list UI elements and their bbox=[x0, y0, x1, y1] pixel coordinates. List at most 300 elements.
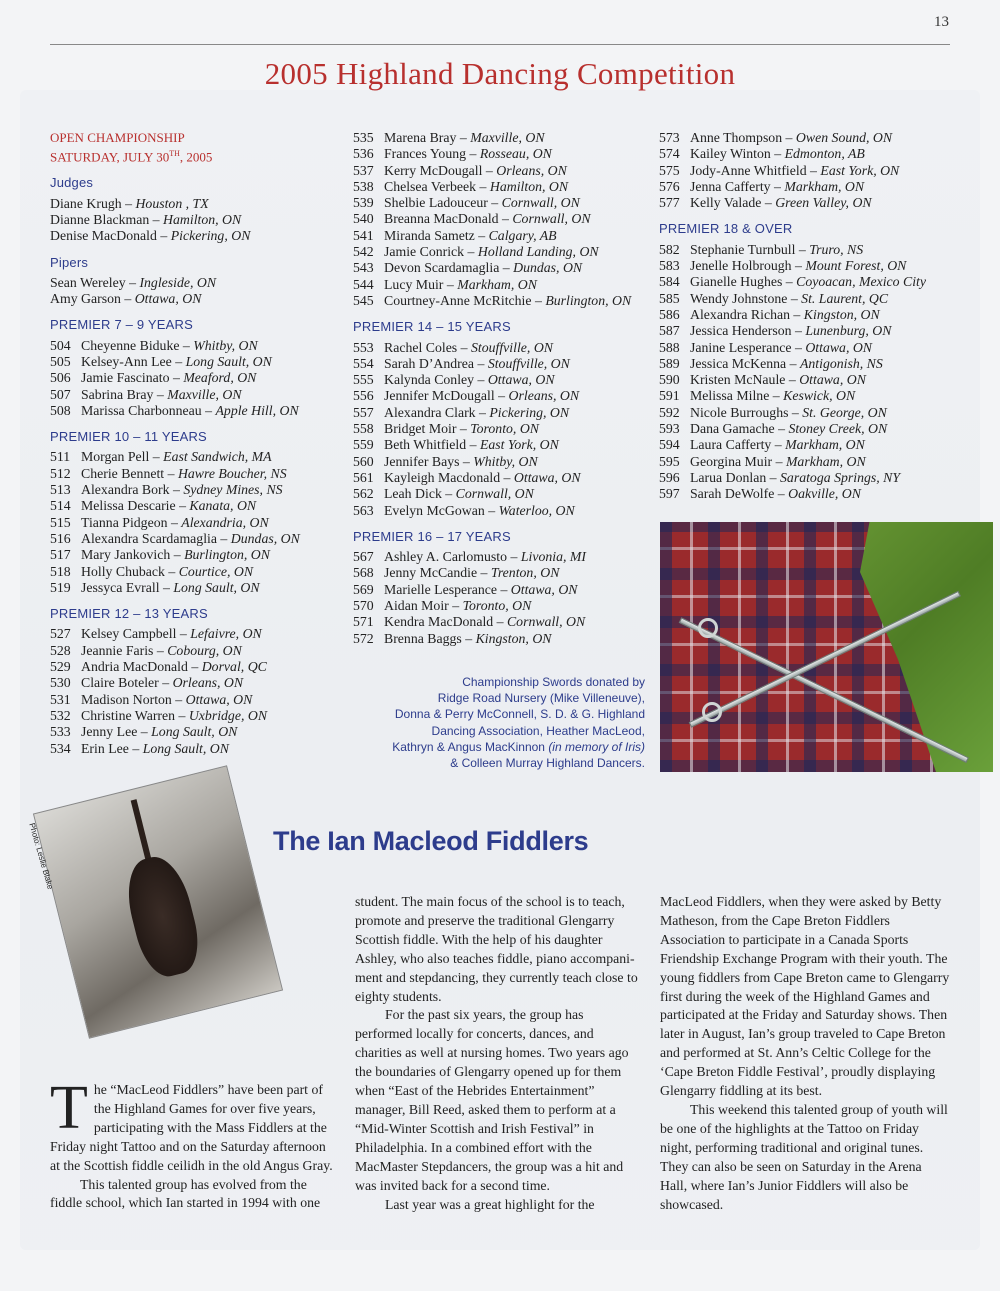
entry-row bbox=[50, 498, 340, 514]
entry-name: Morgan Pell – bbox=[81, 449, 164, 465]
entry-location: Lefaivre, ON bbox=[190, 626, 262, 642]
entry-number: 559 bbox=[353, 437, 374, 453]
entry-row bbox=[50, 466, 340, 482]
entry-name: Melissa Descarie – bbox=[81, 498, 190, 514]
entry-number: 544 bbox=[353, 276, 374, 292]
entry-name: Jamie Conrick – bbox=[384, 244, 478, 260]
swords-on-tartan-photo bbox=[660, 522, 993, 772]
entry-location: Cornwall, ON bbox=[506, 614, 586, 630]
credit-line: Donna & Perry McConnell, S. D. & G. Highland bbox=[394, 707, 645, 722]
entry-number: 541 bbox=[353, 227, 374, 243]
entry-location: Keswick, ON bbox=[783, 388, 856, 404]
header-rule bbox=[50, 44, 950, 45]
entry-name: Laura Cafferty – bbox=[690, 437, 786, 453]
premier-18-over-heading: PREMIER 18 & OVER bbox=[659, 221, 793, 237]
entry-row bbox=[50, 482, 340, 498]
entry-location: Long Sault, ON bbox=[185, 354, 272, 369]
entry-number: 596 bbox=[659, 469, 680, 485]
entry-number: 527 bbox=[50, 626, 71, 642]
entry-location: Cornwall, ON bbox=[512, 211, 591, 227]
entry-location: Long Sault, ON bbox=[151, 724, 238, 740]
entry-number: 512 bbox=[50, 465, 71, 481]
entry-row bbox=[659, 307, 959, 323]
entry-row bbox=[353, 614, 653, 630]
entry-number: 590 bbox=[659, 372, 680, 388]
entry-row bbox=[353, 470, 653, 486]
entry-location: Lunenburg, ON bbox=[805, 323, 892, 339]
entry-number: 543 bbox=[353, 260, 374, 276]
entry-row bbox=[353, 582, 653, 598]
entry-number: 556 bbox=[353, 388, 374, 404]
entry-name: Nicole Burroughs – bbox=[690, 404, 803, 420]
entry-row bbox=[50, 338, 340, 354]
entry-row bbox=[50, 370, 340, 386]
entry-location: Ottawa, ON bbox=[510, 581, 578, 597]
entry-location: Toronto, ON bbox=[462, 598, 532, 614]
entry-location: Maxville, ON bbox=[470, 130, 545, 145]
entry-location: Coyoacan, Mexico City bbox=[796, 274, 927, 290]
entry-location: Burlington, ON bbox=[184, 547, 270, 563]
entry-row bbox=[50, 228, 340, 244]
entry-row bbox=[50, 291, 340, 307]
entry-name: Marissa Charbonneau – bbox=[81, 402, 216, 418]
entry-name: Brenna Baggs – bbox=[384, 630, 476, 646]
article-paragraph-2a: This talented group has evolved from the fiddle school, which Ian started in 1994 with one bbox=[50, 1176, 321, 1211]
entry-row bbox=[659, 421, 959, 437]
entry-row bbox=[659, 163, 959, 179]
entry-row bbox=[659, 388, 959, 404]
entry-row bbox=[659, 291, 959, 307]
entry-name: Rachel Coles – bbox=[384, 339, 471, 355]
entry-number: 505 bbox=[50, 354, 71, 369]
entry-name: Georgina Muir – bbox=[690, 453, 786, 469]
entry-row bbox=[50, 741, 340, 757]
entry-number: 568 bbox=[353, 565, 374, 581]
entry-row bbox=[353, 146, 653, 162]
entry-number: 537 bbox=[353, 162, 374, 178]
entry-name: Alexandra Richan – bbox=[690, 306, 804, 322]
entry-name: Melissa Milne – bbox=[690, 388, 784, 404]
entry-name: Sarah DeWolfe – bbox=[690, 486, 789, 502]
entry-location: Alexandria, ON bbox=[181, 514, 269, 530]
entry-number: 535 bbox=[353, 130, 374, 145]
entry-number: 570 bbox=[353, 598, 374, 614]
entry-location: Long Sault, ON bbox=[142, 740, 229, 756]
entry-location: Apple Hill, ON bbox=[215, 402, 299, 418]
entry-row bbox=[659, 405, 959, 421]
entry-number: 554 bbox=[353, 355, 374, 371]
paragraph-text: he “MacLeod Fiddlers” have been part of the Highland Games for over five years, participating with the Mass Fiddlers at the Friday night Tattoo and on the Saturday afternoon at the Scottish fiddle ceilidh in the old Angus Gray. bbox=[50, 1082, 333, 1173]
entry-name: Bridget Moir – bbox=[384, 421, 471, 437]
entry-location: Hamilton, ON bbox=[163, 211, 242, 227]
article-column-2 bbox=[355, 893, 641, 1214]
entry-number: 557 bbox=[353, 404, 374, 420]
entry-location: Ottawa, ON bbox=[799, 372, 866, 388]
entry-location: Markham, ON bbox=[784, 178, 865, 194]
drop-cap: T bbox=[50, 1074, 88, 1142]
entry-location: Dundas, ON bbox=[230, 530, 300, 546]
entry-name: Jenny McCandie – bbox=[384, 565, 491, 581]
sword-hilt bbox=[702, 702, 722, 722]
entry-location: Markham, ON bbox=[785, 437, 865, 453]
entry-row bbox=[353, 372, 653, 388]
premier-7-9-heading: PREMIER 7 – 9 YEARS bbox=[50, 317, 194, 333]
page-title: 2005 Highland Dancing Competition bbox=[264, 56, 736, 91]
entry-number: 585 bbox=[659, 290, 680, 306]
entry-number: 545 bbox=[353, 292, 374, 308]
entry-number: 594 bbox=[659, 437, 680, 453]
entry-name: Jessica McKenna – bbox=[690, 355, 800, 371]
entry-location: Trenton, ON bbox=[490, 565, 560, 581]
entry-name: Erin Lee – bbox=[81, 740, 143, 756]
entry-number: 576 bbox=[659, 178, 680, 194]
entry-row bbox=[353, 130, 653, 146]
entry-name: Alexandra Scardamaglia – bbox=[81, 530, 231, 546]
entry-location: Markham, ON bbox=[785, 453, 866, 469]
ordinal-suffix: TH bbox=[169, 149, 180, 158]
entry-name: Evelyn McGowan – bbox=[384, 502, 499, 518]
entry-name: Kayleigh Macdonald – bbox=[384, 469, 514, 485]
entry-number: 584 bbox=[659, 274, 680, 290]
entry-location: Calgary, AB bbox=[488, 227, 557, 243]
violin-icon bbox=[119, 851, 206, 982]
entry-location: Houston , TX bbox=[135, 195, 209, 211]
entry-number: 572 bbox=[353, 630, 374, 646]
entry-row bbox=[353, 340, 653, 356]
championship-line-1: OPEN CHAMPIONSHIP bbox=[50, 130, 185, 145]
entry-number: 532 bbox=[50, 707, 71, 723]
entry-number: 553 bbox=[353, 339, 374, 355]
entry-row bbox=[353, 421, 653, 437]
entry-location: Meaford, ON bbox=[183, 370, 257, 386]
entry-name: Jennifer McDougall – bbox=[384, 388, 509, 404]
credit-memorial: (in memory of Iris) bbox=[548, 739, 645, 754]
premier-16-17-list-a bbox=[353, 549, 653, 647]
entry-name: Kelly Valade – bbox=[690, 195, 776, 211]
entry-number: 587 bbox=[659, 323, 680, 339]
entry-location: Kingston, ON bbox=[803, 306, 880, 322]
entry-name: Kelsey-Ann Lee – bbox=[81, 354, 186, 369]
entry-number: 507 bbox=[50, 386, 71, 402]
entry-name: Jamie Fascinato – bbox=[81, 370, 184, 386]
entry-name: Sean Wereley – bbox=[50, 274, 140, 290]
entry-location: Orleans, ON bbox=[496, 162, 567, 178]
entry-name: Denise MacDonald – bbox=[50, 228, 171, 244]
entry-location: Truro, NS bbox=[809, 241, 864, 257]
entry-number: 558 bbox=[353, 421, 374, 437]
entry-number: 528 bbox=[50, 642, 71, 658]
entry-name: Courtney-Anne McRitchie – bbox=[384, 292, 546, 308]
entry-name: Jeannie Faris – bbox=[81, 642, 168, 658]
entry-location: Toronto, ON bbox=[470, 421, 539, 437]
entry-row bbox=[50, 659, 340, 675]
premier-7-9-list bbox=[50, 338, 340, 419]
entry-name: Jenny Lee – bbox=[81, 724, 152, 740]
entry-name: Kerry McDougall – bbox=[384, 162, 497, 178]
premier-18-over-list bbox=[659, 242, 959, 503]
entry-row bbox=[659, 195, 959, 211]
entry-location: Pickering, ON bbox=[170, 228, 251, 244]
entry-location: Owen Sound, ON bbox=[795, 130, 893, 145]
entry-number: 569 bbox=[353, 581, 374, 597]
entry-location: Stoney Creek, ON bbox=[788, 421, 888, 437]
entry-name: Larua Donlan – bbox=[690, 469, 781, 485]
entry-number: 540 bbox=[353, 211, 374, 227]
entry-location: Holland Landing, ON bbox=[477, 244, 599, 260]
premier-10-11-heading: PREMIER 10 – 11 YEARS bbox=[50, 429, 207, 445]
entry-name: Christine Warren – bbox=[81, 707, 189, 723]
entry-number: 514 bbox=[50, 498, 71, 514]
entry-location: Sydney Mines, NS bbox=[183, 482, 283, 498]
credit-line: & Colleen Murray Highland Dancers. bbox=[450, 756, 645, 771]
entry-name: Claire Boteler – bbox=[81, 675, 173, 691]
entry-name: Stephanie Turnbull – bbox=[690, 241, 810, 257]
entry-location: Pickering, ON bbox=[489, 404, 570, 420]
entry-row bbox=[353, 244, 653, 260]
entry-name: Kalynda Conley – bbox=[384, 372, 488, 388]
entry-row bbox=[353, 437, 653, 453]
entry-name: Chelsea Verbeek – bbox=[384, 178, 490, 194]
entry-location: Livonia, MI bbox=[520, 549, 586, 565]
entry-row bbox=[353, 503, 653, 519]
entry-row bbox=[353, 631, 653, 647]
entry-number: 571 bbox=[353, 614, 374, 630]
entry-location: Oakville, ON bbox=[788, 486, 861, 502]
entry-row bbox=[353, 598, 653, 614]
entry-location: Orleans, ON bbox=[508, 388, 580, 404]
entry-number: 530 bbox=[50, 675, 71, 691]
entry-name: Tianna Pidgeon – bbox=[81, 514, 182, 530]
entry-location: Cornwall, ON bbox=[501, 195, 580, 211]
entry-name: Jennifer Bays – bbox=[384, 453, 474, 469]
entry-name: Kristen McNaule – bbox=[690, 372, 800, 388]
entry-location: Whitby, ON bbox=[193, 337, 258, 353]
entry-row bbox=[50, 580, 340, 596]
entry-location: Rosseau, ON bbox=[479, 146, 552, 162]
entry-location: Green Valley, ON bbox=[775, 195, 872, 211]
entry-row bbox=[659, 470, 959, 486]
entry-location: Markham, ON bbox=[457, 276, 537, 292]
entry-row bbox=[50, 275, 340, 291]
entry-name: Cherie Bennett – bbox=[81, 465, 178, 481]
article-paragraph-2b: student. The main focus of the school is to teach, promote and preserve the traditional Glengarry Scottish fiddle. With the help of his daughter Ashley, who also teaches fiddle, piano accompani-ment and stepdancing, they currently teach close to eighty students. bbox=[355, 894, 638, 1004]
credit-line: Ridge Road Nursery (Mike Villeneuve), bbox=[437, 691, 645, 706]
entry-number: 574 bbox=[659, 146, 680, 162]
entry-number: 508 bbox=[50, 402, 71, 418]
entry-location: Cobourg, ON bbox=[167, 642, 242, 658]
entry-row bbox=[50, 626, 340, 642]
entry-location: Saratoga Springs, NY bbox=[780, 469, 901, 485]
entry-row bbox=[659, 356, 959, 372]
entry-row bbox=[353, 388, 653, 404]
entry-row bbox=[659, 258, 959, 274]
entry-row bbox=[659, 146, 959, 162]
credit-line: Dancing Association, Heather MacLeod, bbox=[431, 723, 645, 738]
entry-location: Dorval, QC bbox=[201, 659, 267, 675]
entry-location: Kanata, ON bbox=[189, 498, 257, 514]
entry-name: Shelbie Ladouceur – bbox=[384, 195, 502, 211]
entry-number: 511 bbox=[50, 449, 71, 465]
entry-number: 562 bbox=[353, 486, 374, 502]
entry-row bbox=[659, 486, 959, 502]
entry-location: St. Laurent, QC bbox=[801, 290, 889, 306]
article-column-1 bbox=[50, 1074, 336, 1213]
premier-12-13-list-a bbox=[50, 626, 340, 756]
pipers-heading: Pipers bbox=[50, 254, 89, 270]
entry-name: Jody-Anne Whitfield – bbox=[690, 162, 821, 178]
article-paragraph-4a: Last year was a great highlight for the bbox=[385, 1196, 595, 1212]
premier-12-13-heading: PREMIER 12 – 13 YEARS bbox=[50, 606, 208, 622]
sword-hilt bbox=[698, 618, 718, 638]
entry-name: Amy Garson – bbox=[50, 291, 135, 307]
premier-14-15-heading: PREMIER 14 – 15 YEARS bbox=[353, 319, 511, 335]
entry-name: Kendra MacDonald – bbox=[384, 614, 507, 630]
entry-row bbox=[659, 437, 959, 453]
entry-name: Jessyca Evrall – bbox=[81, 579, 174, 595]
entry-location: Uxbridge, ON bbox=[188, 707, 268, 723]
championship-line-2: SATURDAY, JULY 30TH, 2005 bbox=[50, 149, 213, 165]
entry-row bbox=[353, 293, 653, 309]
entry-location: Mount Forest, ON bbox=[805, 258, 907, 274]
entry-number: 533 bbox=[50, 724, 71, 740]
entry-row bbox=[50, 708, 340, 724]
entry-name: Marielle Lesperance – bbox=[384, 581, 511, 597]
entry-name: Lucy Muir – bbox=[384, 276, 458, 292]
entry-number: 542 bbox=[353, 244, 374, 260]
premier-16-17-list-b bbox=[659, 130, 959, 211]
entry-row bbox=[50, 449, 340, 465]
entry-name: Kelsey Campbell – bbox=[81, 626, 191, 642]
entry-row bbox=[659, 130, 959, 146]
entry-number: 588 bbox=[659, 339, 680, 355]
credit-line: Championship Swords donated by bbox=[462, 675, 645, 689]
article-column-3 bbox=[660, 893, 950, 1214]
entry-row bbox=[50, 643, 340, 659]
entry-number: 529 bbox=[50, 659, 71, 675]
entry-row bbox=[353, 454, 653, 470]
entry-name: Aidan Moir – bbox=[384, 598, 463, 614]
entry-name: Leah Dick – bbox=[384, 486, 456, 502]
entry-number: 577 bbox=[659, 195, 680, 211]
entry-number: 563 bbox=[353, 502, 374, 518]
entry-number: 516 bbox=[50, 530, 71, 546]
entry-number: 567 bbox=[353, 549, 374, 565]
page-number: 13 bbox=[934, 14, 949, 30]
entry-name: Jenelle Holbrough – bbox=[690, 258, 806, 274]
results-column-3 bbox=[659, 130, 959, 503]
entry-row bbox=[353, 179, 653, 195]
judges-list bbox=[50, 196, 340, 245]
entry-name: Wendy Johnstone – bbox=[690, 290, 802, 306]
entry-name: Ashley A. Carlomusto – bbox=[384, 549, 521, 565]
entry-location: Dundas, ON bbox=[513, 260, 583, 276]
entry-location: St. George, ON bbox=[802, 404, 887, 420]
article-paragraph-4b: MacLeod Fiddlers, when they were asked by Betty Matheson, from the Cape Breton Fiddlers Association to participate in a Canada Sports Friendship Exchange Program with their youth. The young fiddlers from Cape Breton came to Glengarry first during the week of the Highland Games and participated at the Friday and Saturday shows. Then later in August, Ian’s group traveled to Cape Breton and performed at St. Ann’s Celtic College for the ‘Cape Breton Fiddle Festival’, proudly displaying Glengarry fiddling at its best. bbox=[660, 894, 950, 1099]
entry-number: 595 bbox=[659, 453, 680, 469]
swords-credit bbox=[360, 674, 645, 771]
entry-location: Long Sault, ON bbox=[173, 579, 260, 595]
entry-row bbox=[353, 486, 653, 502]
entry-name: Kailey Winton – bbox=[690, 146, 785, 162]
premier-12-13-list-b bbox=[353, 130, 653, 309]
credit-line bbox=[360, 739, 645, 755]
premier-16-17-heading: PREMIER 16 – 17 YEARS bbox=[353, 528, 511, 544]
article-paragraph-1 bbox=[50, 1074, 336, 1176]
entry-name: Anne Thompson – bbox=[690, 130, 796, 145]
entry-number: 518 bbox=[50, 563, 71, 579]
entry-name: Jessica Henderson – bbox=[690, 323, 806, 339]
entry-location: Courtice, ON bbox=[178, 563, 254, 579]
entry-name: Alexandra Bork – bbox=[81, 482, 184, 498]
judges-heading: Judges bbox=[50, 175, 94, 191]
premier-14-15-list bbox=[353, 340, 653, 519]
entry-name: Jenna Cafferty – bbox=[690, 178, 785, 194]
entry-name: Marena Bray – bbox=[384, 130, 471, 145]
entry-name: Breanna MacDonald – bbox=[384, 211, 513, 227]
entry-row bbox=[353, 405, 653, 421]
entry-row bbox=[353, 163, 653, 179]
entry-location: Kingston, ON bbox=[475, 630, 552, 646]
entry-row bbox=[353, 277, 653, 293]
entry-number: 515 bbox=[50, 514, 71, 530]
entry-location: Ottawa, ON bbox=[185, 691, 253, 707]
entry-name: Sarah D’Andrea – bbox=[384, 355, 488, 371]
entry-row bbox=[50, 212, 340, 228]
entry-number: 592 bbox=[659, 404, 680, 420]
entry-number: 534 bbox=[50, 740, 71, 756]
entry-row bbox=[50, 547, 340, 563]
entry-row bbox=[353, 228, 653, 244]
entry-row bbox=[50, 403, 340, 419]
entry-location: Burlington, ON bbox=[545, 292, 632, 308]
entry-location: Orleans, ON bbox=[172, 675, 244, 691]
entry-row bbox=[50, 531, 340, 547]
entry-location: Edmonton, AB bbox=[784, 146, 865, 162]
entry-row bbox=[353, 549, 653, 565]
entry-number: 531 bbox=[50, 691, 71, 707]
entry-name: Beth Whitfield – bbox=[384, 437, 480, 453]
entry-row bbox=[50, 515, 340, 531]
pipers-list bbox=[50, 275, 340, 308]
entry-name: Madison Norton – bbox=[81, 691, 186, 707]
entry-name: Gianelle Hughes – bbox=[690, 274, 797, 290]
entry-number: 586 bbox=[659, 306, 680, 322]
entry-location: Maxville, ON bbox=[167, 386, 242, 402]
entry-number: 513 bbox=[50, 482, 71, 498]
entry-row bbox=[50, 387, 340, 403]
entry-number: 519 bbox=[50, 579, 71, 595]
credit-text: Kathryn & Angus MacKinnon bbox=[392, 739, 549, 754]
entry-row bbox=[50, 675, 340, 691]
entry-number: 589 bbox=[659, 355, 680, 371]
entry-location: Ottawa, ON bbox=[134, 291, 202, 307]
entry-row bbox=[659, 454, 959, 470]
article-title: The Ian Macleod Fiddlers bbox=[273, 826, 589, 856]
entry-row bbox=[353, 260, 653, 276]
entry-row bbox=[50, 724, 340, 740]
photo-credit: Photo: Leslie Blake bbox=[27, 822, 55, 891]
entry-number: 506 bbox=[50, 370, 71, 386]
entry-number: 582 bbox=[659, 241, 680, 257]
results-column-2 bbox=[353, 130, 653, 647]
entry-row bbox=[659, 323, 959, 339]
entry-location: Hamilton, ON bbox=[489, 178, 569, 194]
entry-location: Ingleside, ON bbox=[139, 274, 217, 290]
entry-row bbox=[659, 274, 959, 290]
entry-location: Ottawa, ON bbox=[805, 339, 873, 355]
entry-name: Frances Young – bbox=[384, 146, 480, 162]
entry-row bbox=[659, 179, 959, 195]
